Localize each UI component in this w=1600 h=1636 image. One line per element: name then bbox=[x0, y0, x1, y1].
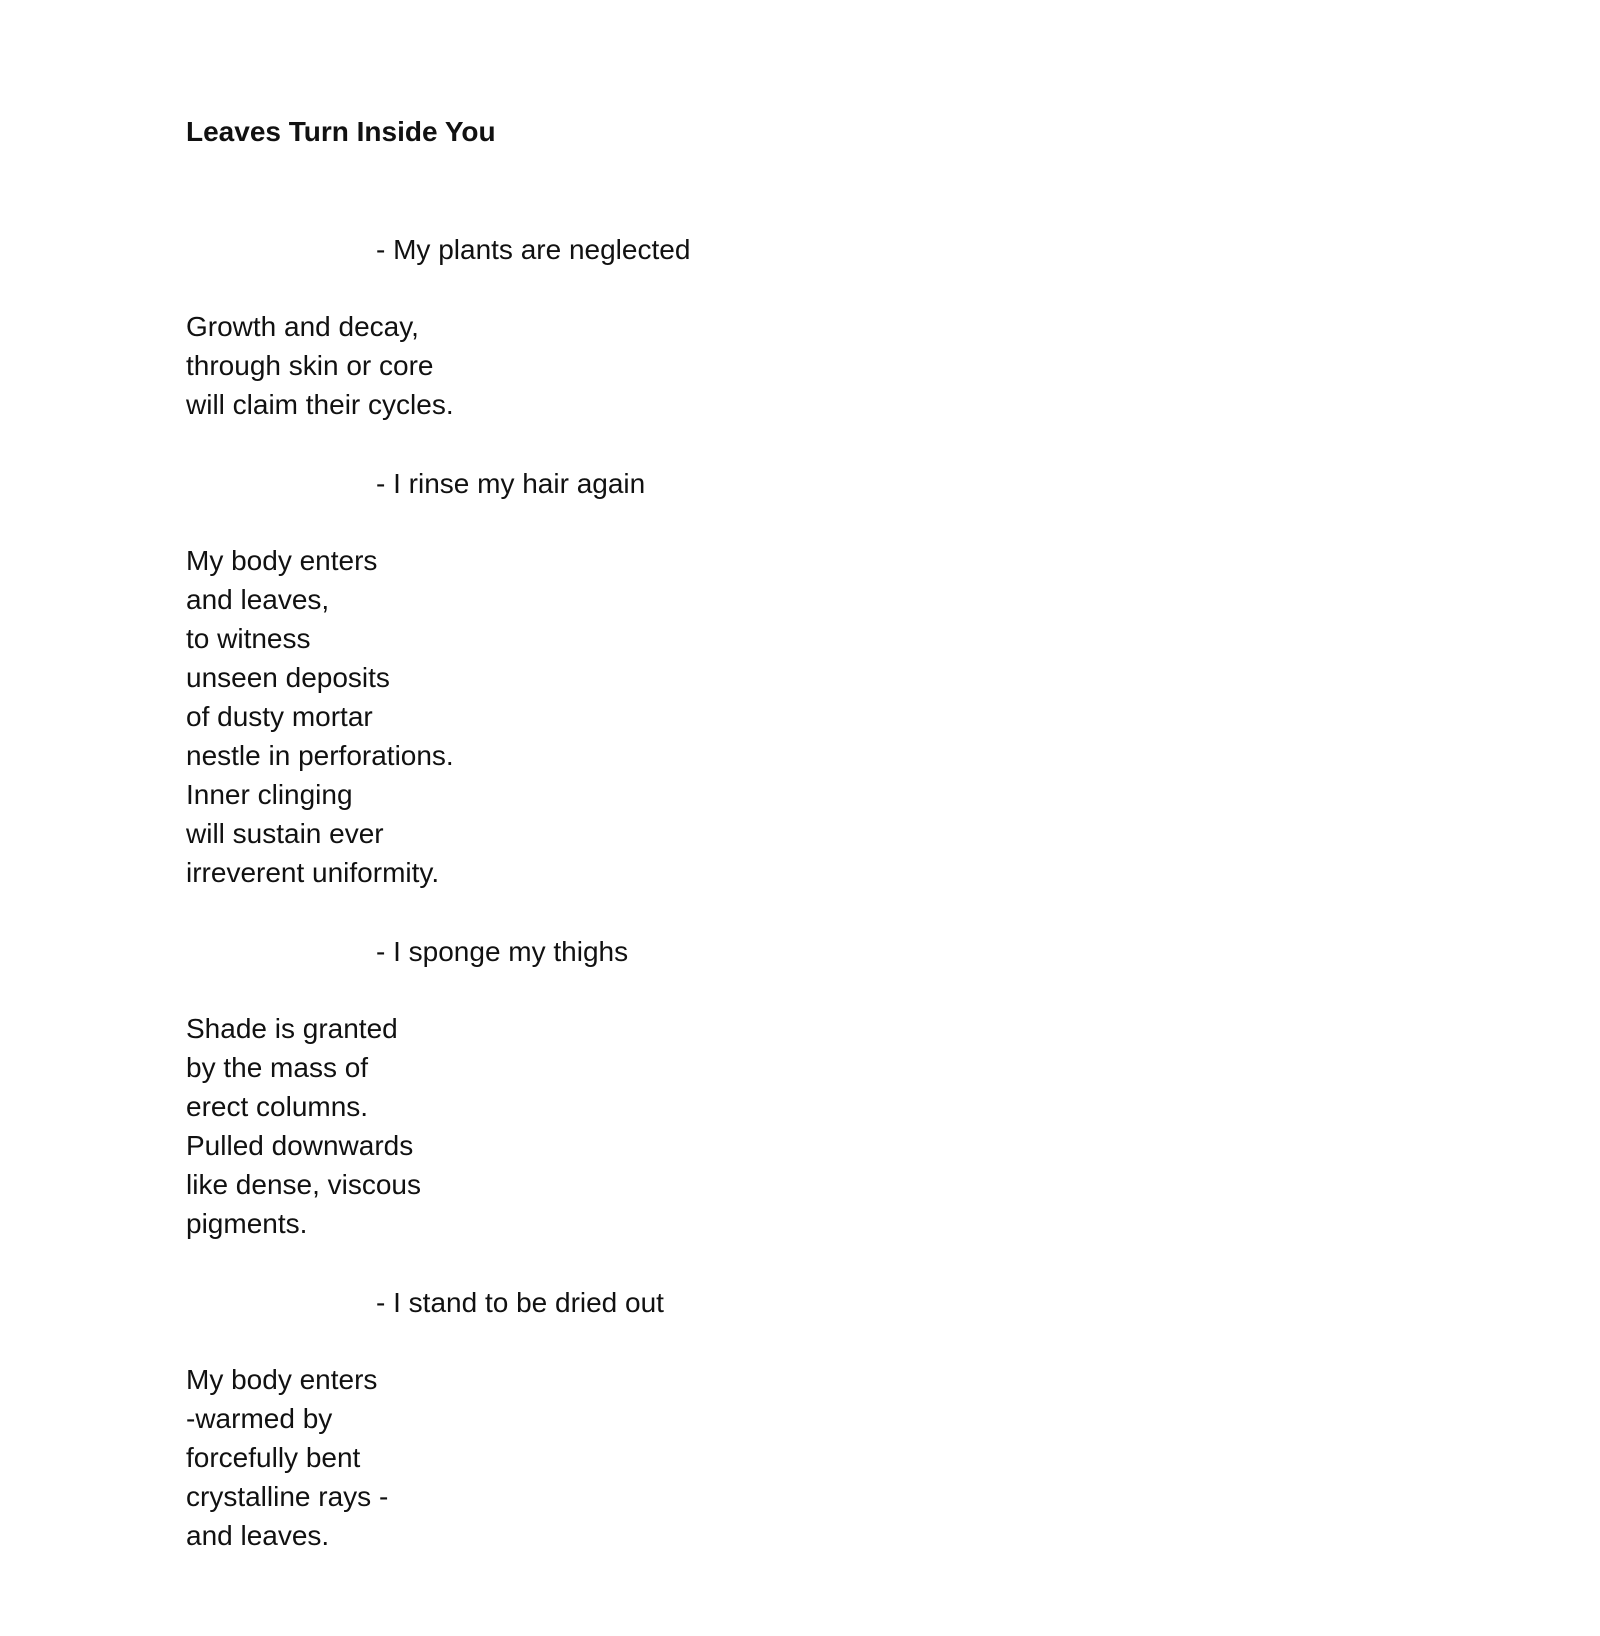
section-subtitle-2: - I rinse my hair again bbox=[376, 468, 646, 499]
poem-line: pigments. bbox=[186, 1208, 308, 1239]
section-subtitle-1: - My plants are neglected bbox=[376, 234, 691, 265]
poem-line: Pulled downwards bbox=[186, 1130, 414, 1161]
poem-line: to witness bbox=[186, 623, 311, 654]
poem-line: like dense, viscous bbox=[186, 1169, 422, 1200]
poem-line: forcefully bent bbox=[186, 1442, 361, 1473]
poem-line: Shade is granted bbox=[186, 1013, 398, 1044]
poem-line: by the mass of bbox=[186, 1052, 369, 1083]
poem-line: and leaves, bbox=[186, 584, 330, 615]
poem-line: and leaves. bbox=[186, 1520, 330, 1551]
poem-line: of dusty mortar bbox=[186, 701, 373, 732]
poem-line: nestle in perforations. bbox=[186, 740, 454, 771]
poem-line: through skin or core bbox=[186, 350, 434, 381]
section-subtitle-3: - I sponge my thighs bbox=[376, 936, 629, 967]
poem-line: -warmed by bbox=[186, 1403, 333, 1434]
poem-line: My body enters bbox=[186, 545, 378, 576]
section-subtitle-4: - I stand to be dried out bbox=[376, 1287, 664, 1318]
poem-line: unseen deposits bbox=[186, 662, 390, 693]
stanza-2 bbox=[186, 541, 454, 892]
poem-line: crystalline rays - bbox=[186, 1481, 389, 1512]
poem-line: will sustain ever bbox=[186, 818, 384, 849]
poem-title: Leaves Turn Inside You bbox=[186, 116, 496, 147]
poem-line: will claim their cycles. bbox=[186, 389, 454, 420]
poem-line: My body enters bbox=[186, 1364, 378, 1395]
stanza-3 bbox=[186, 1009, 421, 1243]
stanza-1 bbox=[186, 307, 454, 424]
poem-line: erect columns. bbox=[186, 1091, 369, 1122]
stanza-4 bbox=[186, 1360, 388, 1555]
poem-line: Growth and decay, bbox=[186, 311, 419, 342]
poem-line: Inner clinging bbox=[186, 779, 353, 810]
poem-line: irreverent uniformity. bbox=[186, 857, 440, 888]
